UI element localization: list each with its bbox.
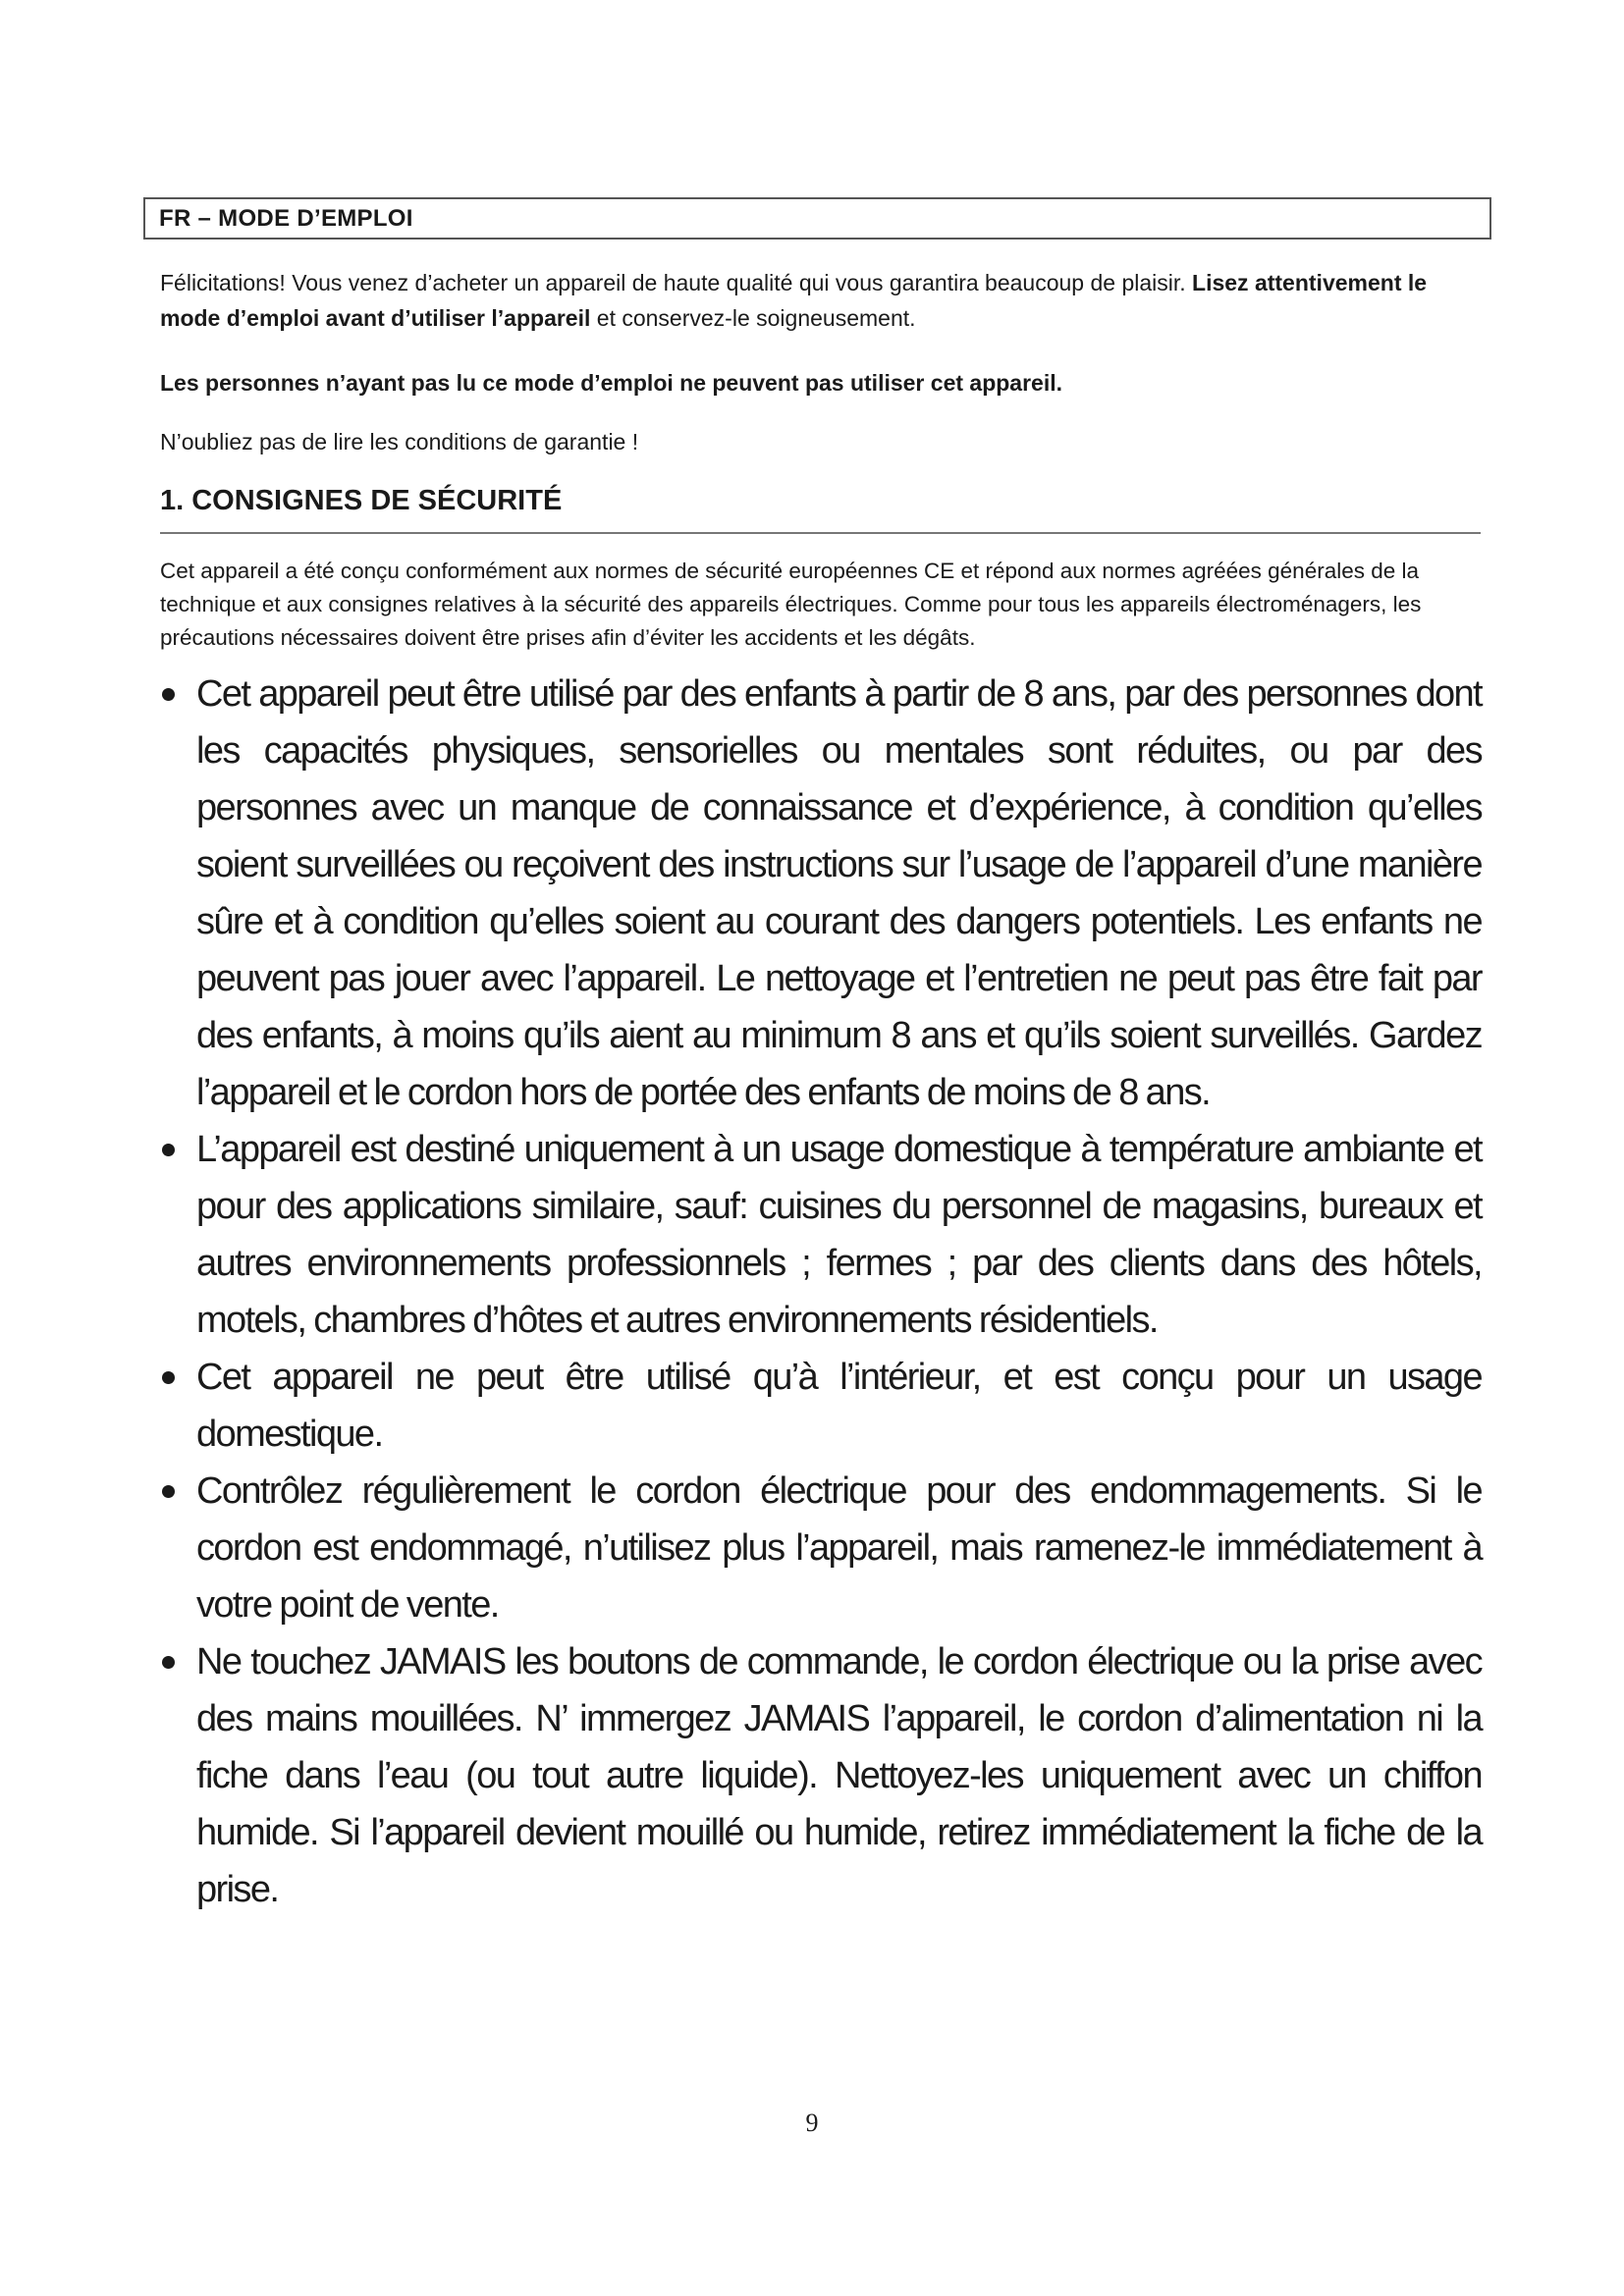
page-header [143, 197, 1491, 240]
list-item-text: Cet appareil ne peut être utilisé qu’à l’intérieur, et est conçu pour un usage domestique. [196, 1357, 1482, 1455]
intro-text-start: Félicitations! Vous venez d’acheter un appareil de haute qualité qui vous garantira beaucoup de plaisir. [160, 270, 1193, 295]
intro-text-end: et conservez-le soigneusement. [590, 305, 916, 331]
safety-list [152, 666, 1482, 1918]
list-item-text: Cet appareil peut être utilisé par des enfants à partir de 8 ans, par des personnes dont les capacités physiques, sensorielles ou mentales sont réduites, ou par des personnes avec un manque de connaissance et d’expérience, à condition qu’elles soient surveillées ou reçoivent des instructions sur l’usage de l’appareil d’une manière sûre et à condition qu’elles soient au courant des dangers potentiels. Les enfants ne peuvent pas jouer avec l’appareil. Le nettoyage et l’entretien ne peut pas être fait par des enfants, à moins qu’ils aient au minimum 8 ans et qu’ils soient surveillés. Gardez l’appareil et le cordon hors de portée des enfants de moins de 8 ans. [196, 673, 1482, 1113]
bullet-icon [162, 1144, 175, 1156]
list-item [152, 1349, 1482, 1463]
list-item [152, 1633, 1482, 1918]
section-intro: Cet appareil a été conçu conformément aux normes de sécurité européennes CE et répond aux normes agréées générales de la technique et aux consignes relatives à la sécurité des appareils électriques. Comme pour tous les appareils électroménagers, les précautions nécessaires doivent être prises afin d’éviter les accidents et les dégâts. [160, 559, 1422, 650]
bullet-icon [162, 1485, 175, 1498]
guarantee-reminder: N’oubliez pas de lire les conditions de garantie ! [160, 429, 639, 454]
list-item-text: Contrôlez régulièrement le cordon électrique pour des endommagements. Si le cordon est endommagé, n’utilisez plus l’appareil, mais ramenez-le immédiatement à votre point de vente. [196, 1470, 1482, 1626]
header-title: FR – MODE D’EMPLOI [159, 205, 413, 232]
warning-paragraph: Les personnes n’ayant pas lu ce mode d’emploi ne peuvent pas utiliser cet appareil. [160, 370, 1063, 396]
list-item-text: Ne touchez JAMAIS les boutons de commande, le cordon électrique ou la prise avec des mains mouillées. N’ immergez JAMAIS l’appareil, le cordon d’alimentation ni la fiche dans l’eau (ou tout autre liquide). Nettoyez-les uniquement avec un chiffon humide. Si l’appareil devient mouillé ou humide, retirez immédiatement la fiche de la prise. [196, 1641, 1482, 1910]
page-number: 9 [805, 2109, 819, 2137]
list-item [152, 1463, 1482, 1633]
section-title: 1. CONSIGNES DE SÉCURITÉ [160, 485, 1481, 534]
bullet-icon [162, 1371, 175, 1384]
intro-text-bold: Lisez attentivement le mode d’emploi avant d’utiliser l’appareil [160, 270, 1428, 331]
bullet-icon [162, 1656, 175, 1669]
intro-paragraph [160, 265, 1481, 336]
list-item [152, 1121, 1482, 1349]
list-item-text: L’appareil est destiné uniquement à un usage domestique à température ambiante et pour des applications similaire, sauf: cuisines du personnel de magasins, bureaux et autres environnements professionnels ; fermes ; par des clients dans des hôtels, motels, chambres d’hôtes et autres environnements résidentiels. [196, 1129, 1482, 1341]
bullet-icon [162, 688, 175, 701]
list-item [152, 666, 1482, 1121]
